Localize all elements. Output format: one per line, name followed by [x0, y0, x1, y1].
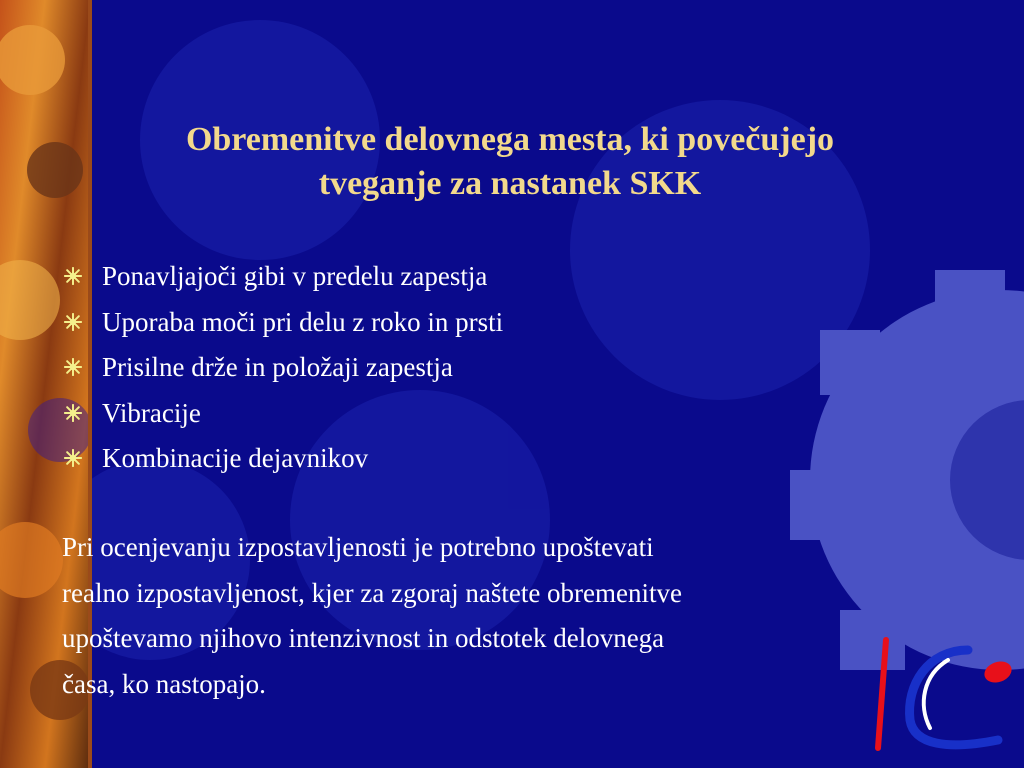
bullet-text: Ponavljajoči gibi v predelu zapestja: [102, 261, 488, 291]
sunburst-bullet-icon: [64, 313, 82, 331]
paragraph-line: časa, ko nastopajo.: [62, 668, 266, 699]
bullet-text: Uporaba moči pri delu z roko in prsti: [102, 306, 504, 337]
bullet-list: [62, 255, 503, 483]
sunburst-bullet-icon: [64, 404, 82, 422]
bullet-text: Prisilne drže in položaji zapestja: [102, 352, 453, 382]
slide-title: [100, 118, 920, 206]
bullet-text: Kombinacije dejavnikov: [102, 443, 369, 473]
list-item: [62, 255, 503, 301]
list-item: [62, 392, 503, 438]
paragraph-line: Pri ocenjevanju izpostavljenosti je potrebno upoštevati: [62, 532, 654, 562]
sunburst-bullet-icon: [64, 449, 82, 467]
logo-icon: [868, 630, 1018, 755]
sunburst-bullet-icon: [64, 267, 82, 285]
paragraph-line: upoštevamo njihovo intenzivnost in odstotek delovnega: [62, 623, 665, 653]
sunburst-bullet-icon: [64, 358, 82, 376]
paragraph-line: realno izpostavljenost, kjer za zgoraj naštete obremenitve: [62, 577, 682, 608]
list-item: [62, 301, 503, 347]
list-item: [62, 346, 503, 392]
title-line: tveganje za nastanek SKK: [318, 165, 702, 202]
body-paragraph: [62, 525, 882, 707]
list-item: [62, 437, 503, 483]
bullet-text: Vibracije: [102, 397, 201, 428]
title-line: Obremenitve delovnega mesta, ki povečujejo: [185, 121, 835, 158]
